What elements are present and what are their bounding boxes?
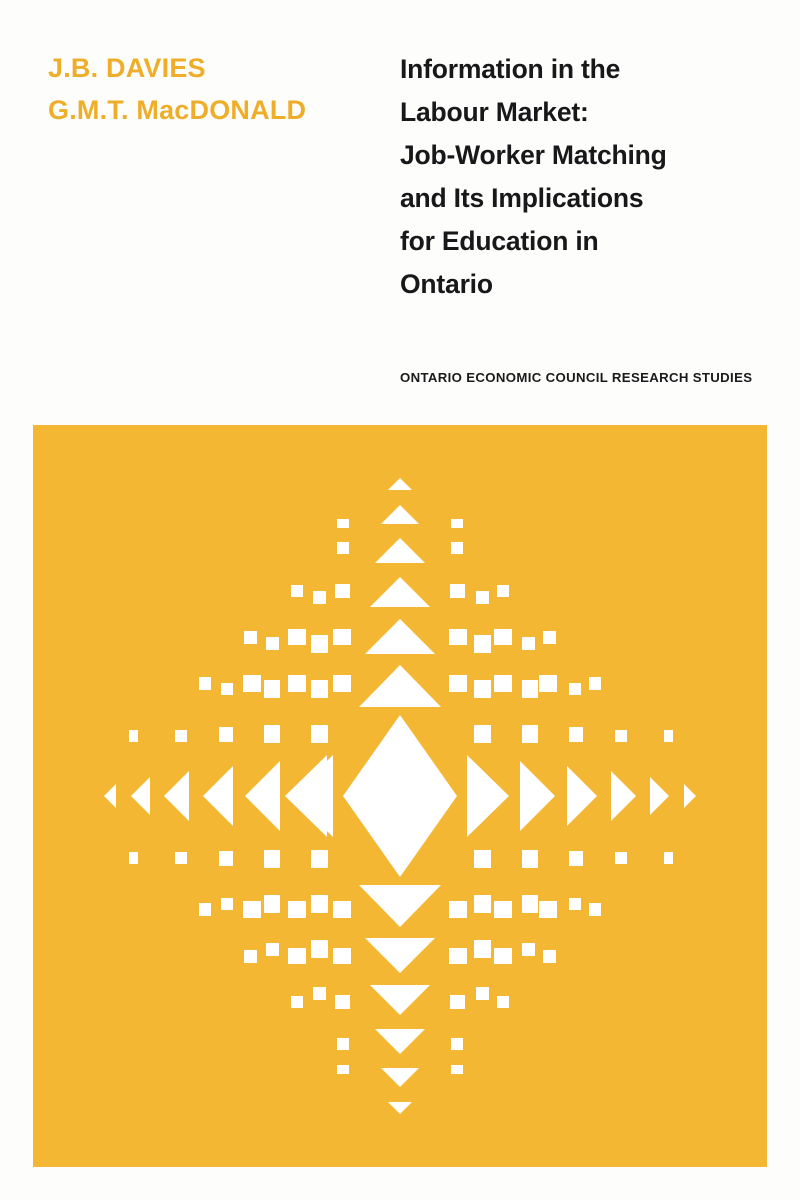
title-line-1: Information in the: [400, 54, 621, 84]
concentric-diamond-arrow-motif-icon: [33, 425, 767, 1167]
title-line-2: Labour Market:: [400, 96, 589, 127]
author-name-1: J.B. DAVIES: [48, 53, 206, 83]
series-label: ONTARIO ECONOMIC COUNCIL RESEARCH STUDIES: [400, 370, 753, 385]
title-line-4: and Its Implications: [400, 182, 644, 213]
cover-artwork-panel: [33, 425, 767, 1167]
title-line-6: Ontario: [400, 268, 493, 299]
title-line-5: for Education in: [400, 225, 599, 256]
title-line-3: Job-Worker Matching: [400, 139, 667, 170]
author-block: [48, 48, 378, 132]
page-title: [400, 48, 780, 306]
author-name-2: G.M.T. MacDONALD: [48, 94, 307, 125]
